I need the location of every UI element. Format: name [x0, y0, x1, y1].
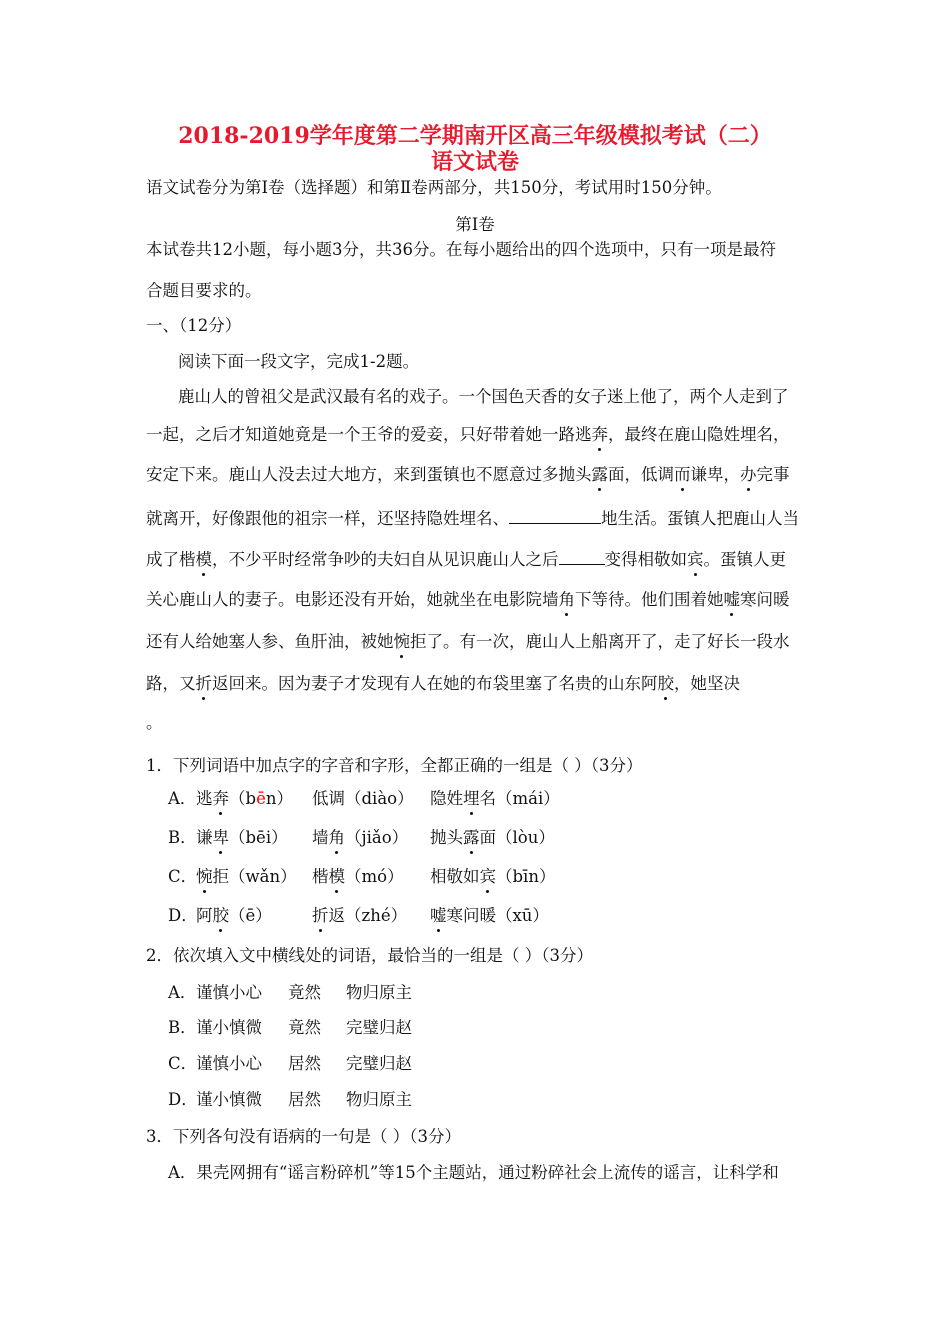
passage-line-4: 就离开，好像跟他的祖宗一样，还坚持隐姓埋名、 地生活。蛋镇人把鹿山人当	[146, 509, 799, 528]
q1-option-c-label: C．	[168, 867, 198, 886]
q1-option-c-word-1: 惋拒（wǎn）	[196, 867, 297, 886]
q2-option-d-choice-3: 物归原主	[346, 1090, 412, 1109]
q1-option-a-word-3: 隐姓埋名（mái）	[430, 789, 560, 808]
q1-option-d-word-2: 折返（zhé）	[312, 906, 408, 925]
question-2-stem: 2．依次填入文中横线处的词语，最恰当的一组是（ ）（3分）	[146, 946, 593, 965]
q1-option-d-word-1: 阿胶（ē）	[196, 906, 272, 925]
q2-option-d-choice-1: 谨小慎微	[196, 1090, 262, 1109]
dotted-char: 惋	[393, 632, 410, 651]
dotted-char: 奔	[591, 425, 608, 444]
q2-option-c-choice-1: 谨慎小心	[196, 1054, 262, 1073]
dotted-char: 模	[195, 550, 212, 569]
q2-option-d-choice-2: 居然	[288, 1090, 321, 1109]
passage-line-3: 安定下来。鹿山人没去过大地方，来到蛋镇也不愿意过多抛头露面，低调而谦卑，办完事	[146, 465, 790, 484]
q2-option-c-choice-3: 完璧归赵	[346, 1054, 412, 1073]
dotted-char: 折	[195, 674, 212, 693]
dotted-char: 嘘	[723, 590, 740, 609]
dotted-char: 胶	[657, 674, 674, 693]
q1-option-b-word-3: 抛头露面（lòu）	[430, 828, 555, 847]
question-3-stem: 3．下列各句没有语病的一句是（ ）（3分）	[146, 1127, 461, 1146]
q2-option-b-choice-1: 谨小慎微	[196, 1018, 262, 1037]
dotted-char: 卑，办完事	[707, 465, 790, 484]
q2-option-b-label: B．	[168, 1018, 197, 1037]
q1-option-d-label: D．	[168, 906, 198, 925]
q2-option-a-choice-3: 物归原主	[346, 983, 412, 1002]
exam-title: 2018-2019学年度第二学期南开区高三年级模拟考试（二）	[178, 123, 772, 149]
q2-option-c-label: C．	[168, 1054, 198, 1073]
passage-line-7: 还有人给她塞人参、鱼肝油，被她惋拒了。有一次，鹿山人上船离开了，走了好长一段水	[146, 632, 790, 651]
intro-text: 语文试卷分为第Ⅰ卷（选择题）和第Ⅱ卷两部分，共150分，考试用时150分钟。	[146, 178, 722, 197]
q2-option-d-label: D．	[168, 1090, 198, 1109]
q2-option-a-label: A．	[168, 983, 197, 1002]
q1-option-a-word-2: 低调（diào）	[312, 789, 414, 808]
passage-line-5: 成了楷模，不少平时经常争吵的夫妇自从见识鹿山人之后 变得相敬如宾。蛋镇人更	[146, 550, 786, 569]
section-heading: 一、（12分）	[146, 316, 242, 335]
q3-option-a: A．果壳网拥有“谣言粉碎机”等15个主题站，通过粉碎社会上流传的谣言，让科学和	[168, 1163, 779, 1182]
question-1-stem: 1．下列词语中加点字的字音和字形，全都正确的一组是（ ）（3分）	[146, 756, 643, 775]
passage-line-1: 鹿山人的曾祖父是武汉最有名的戏子。一个国色天香的女子迷上他了，两个人走到了	[178, 387, 789, 406]
q2-option-a-choice-1: 谨慎小心	[196, 983, 262, 1002]
dotted-char: 露	[591, 465, 608, 484]
fill-blank-1	[509, 507, 601, 524]
q2-option-b-choice-3: 完璧归赵	[346, 1018, 412, 1037]
passage-line-8: 路，又折返回来。因为妻子才发现有人在她的布袋里塞了名贵的山东阿胶，她坚决	[146, 674, 740, 693]
q1-option-a-word-1: 逃奔（bēn）	[196, 789, 293, 808]
volume-note-line-2: 合题目要求的。	[146, 281, 262, 300]
volume-title: 第Ⅰ卷	[455, 215, 495, 234]
q1-option-a-label: A．	[168, 789, 197, 808]
q2-option-a-choice-2: 竟然	[288, 983, 321, 1002]
highlighted-letter: ē	[256, 789, 266, 808]
volume-note-line-1: 本试卷共12小题，每小题3分，共36分。在每小题给出的四个选项中，只有一项是最符	[146, 240, 776, 259]
q1-option-c-word-3: 相敬如宾（bīn）	[430, 867, 556, 886]
passage-line-2: 一起，之后才知道她竟是一个王爷的爱妾，只好带着她一路逃奔，最终在鹿山隐姓埋名，	[146, 425, 790, 444]
exam-subtitle: 语文试卷	[430, 149, 519, 175]
q1-option-b-label: B．	[168, 828, 197, 847]
q1-option-b-word-2: 墙角（jiǎo）	[312, 828, 409, 847]
dotted-char: 而	[674, 465, 691, 484]
dotted-char: 角	[558, 590, 575, 609]
q1-option-d-word-3: 嘘寒问暖（xū）	[430, 906, 549, 925]
dotted-char: 宾	[687, 550, 704, 569]
reading-instruction: 阅读下面一段文字，完成1-2题。	[178, 352, 420, 371]
passage-line-6: 关心鹿山人的妻子。电影还没有开始，她就坐在电影院墙角下等待。他们围着她嘘寒问暖	[146, 590, 790, 609]
q2-option-c-choice-2: 居然	[288, 1054, 321, 1073]
fill-blank-2	[559, 548, 605, 565]
q1-option-b-word-1: 谦卑（bēi）	[196, 828, 288, 847]
q1-option-c-word-2: 楷模（mó）	[312, 867, 404, 886]
q2-option-b-choice-2: 竟然	[288, 1018, 321, 1037]
passage-line-9: 。	[146, 713, 163, 732]
